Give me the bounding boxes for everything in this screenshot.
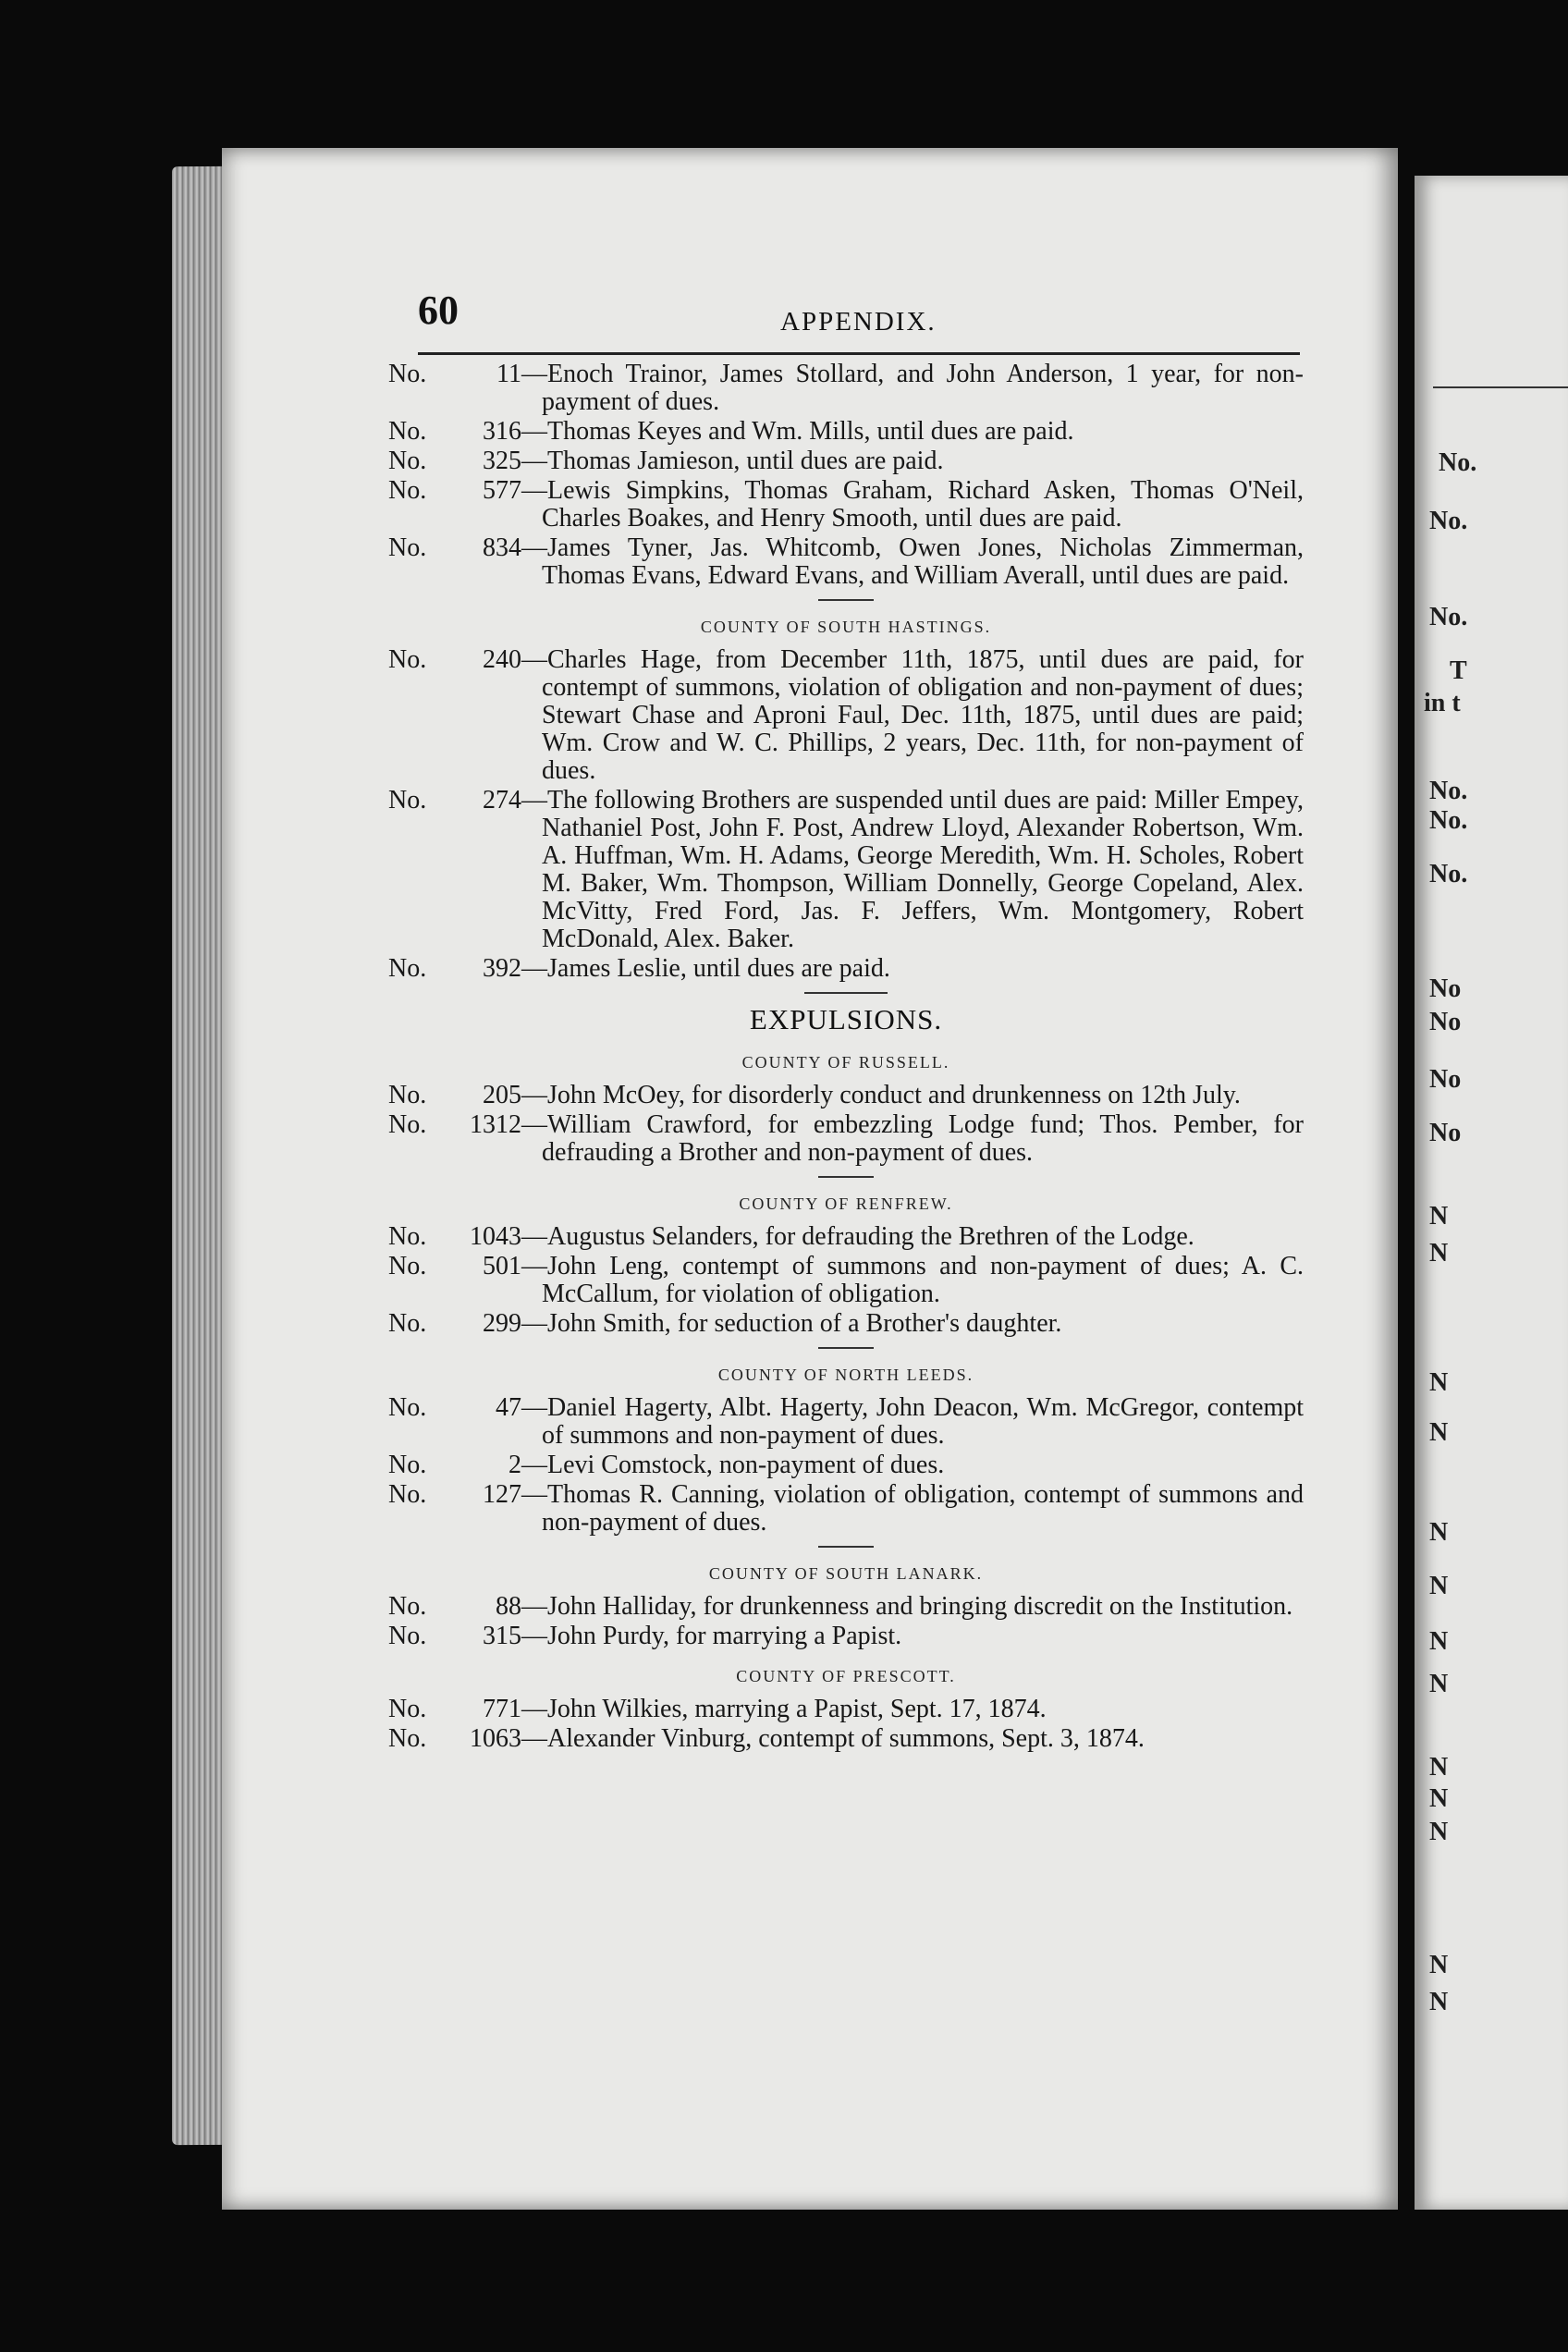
book-page-right-fragment [1415, 176, 1568, 2210]
county-heading-south-hastings: COUNTY OF SOUTH HASTINGS. [700, 618, 992, 636]
entry-row [388, 1223, 1304, 1251]
page-header [418, 287, 1305, 342]
entry-text: —William Crawford, for embezzling Lodge fund; Thos. Pember, for defrauding a Brother and non-payment of dues. [521, 1110, 1304, 1167]
south-lanark-list [388, 1593, 1304, 1650]
lodge-number: 771 [483, 1695, 521, 1723]
right-page-fragment: N [1429, 1572, 1449, 1600]
section-rule [804, 992, 888, 994]
right-page-fragment: N [1429, 1202, 1449, 1231]
county-heading-prescott: COUNTY OF PRESCOTT. [736, 1667, 956, 1685]
entry-row [388, 955, 1304, 983]
entry-no-label: No. [388, 1110, 427, 1139]
right-page-fragment: in t [1424, 689, 1461, 717]
lodge-number: 299 [483, 1309, 521, 1338]
entry-row [388, 1253, 1304, 1308]
entry-no-label: No. [388, 645, 427, 674]
entry-row [388, 534, 1304, 590]
entry-no-label: No. [388, 533, 427, 562]
entry-no-label: No. [388, 1393, 427, 1422]
entry-text: —Daniel Hagerty, Albt. Hagerty, John Deacon, Wm. McGregor, contempt of summons and non-payment of dues. [521, 1393, 1304, 1450]
lodge-number: 127 [483, 1480, 521, 1509]
entry-row [388, 1111, 1304, 1167]
page-content [388, 361, 1304, 1755]
entry-text: —James Tyner, Jas. Whitcomb, Owen Jones, Nicholas Zimmerman, Thomas Evans, Edward Evans, and William Averall, until dues are paid. [521, 533, 1304, 590]
section-rule [818, 599, 874, 601]
right-page-fragment: No [1429, 1119, 1462, 1147]
right-page-fragment: N [1429, 1951, 1449, 1979]
entry-row [388, 1310, 1304, 1338]
header-rule [418, 352, 1300, 355]
entry-text: —John Smith, for seduction of a Brother's daughter. [521, 1309, 1062, 1338]
lodge-number: 274 [483, 786, 521, 815]
entry-row [388, 477, 1304, 533]
entry-row [388, 1725, 1304, 1753]
right-page-fragment: No. [1429, 603, 1468, 631]
entry-row [388, 1623, 1304, 1650]
right-page-fragment: N [1429, 1784, 1449, 1813]
lodge-number: 11 [496, 360, 521, 388]
entry-text: —Charles Hage, from December 11th, 1875, until dues are paid, for contempt of summons, violation of obligation and non-payment of dues; Stewart Chase and Aproni Faul, Dec. 11th, 1875, until dues are paid; Wm. Crow and W. C. Phillips, 2 years, Dec. 11th, for non-payment of dues. [521, 645, 1304, 785]
suspension-list [388, 361, 1304, 590]
entry-no-label: No. [388, 417, 427, 446]
entry-row [388, 1696, 1304, 1723]
entry-no-label: No. [388, 1252, 427, 1280]
entry-no-label: No. [388, 1592, 427, 1621]
lodge-number: 577 [483, 476, 521, 505]
entry-no-label: No. [388, 1451, 427, 1479]
entry-row [388, 1481, 1304, 1537]
entry-no-label: No. [388, 1622, 427, 1650]
section-rule [818, 1176, 874, 1178]
lodge-number: 2 [508, 1451, 521, 1479]
entry-no-label: No. [388, 1081, 427, 1109]
renfrew-list [388, 1223, 1304, 1338]
page-number: 60 [418, 288, 459, 333]
lodge-number: 316 [483, 417, 521, 446]
right-page-fragment: T [1450, 656, 1467, 685]
entry-no-label: No. [388, 786, 427, 815]
lodge-number: 834 [483, 533, 521, 562]
russell-list [388, 1082, 1304, 1167]
right-page-fragment: No. [1429, 777, 1468, 805]
lodge-number: 1043 [470, 1222, 521, 1251]
entry-no-label: No. [388, 1724, 427, 1753]
right-page-rule [1433, 386, 1568, 388]
entry-text: —Alexander Vinburg, contempt of summons, Sept. 3, 1874. [521, 1724, 1145, 1753]
right-page-fragment: N [1429, 1368, 1449, 1397]
right-page-fragment: N [1429, 1418, 1449, 1447]
right-page-fragment: No [1429, 1065, 1462, 1094]
right-page-fragment: No. [1429, 860, 1468, 888]
right-page-fragment: N [1429, 1818, 1449, 1846]
entry-text: —Levi Comstock, non-payment of dues. [521, 1451, 945, 1479]
lodge-number: 205 [483, 1081, 521, 1109]
entry-text: —Thomas Keyes and Wm. Mills, until dues are paid. [521, 417, 1074, 446]
right-page-fragment: No [1429, 974, 1462, 1003]
entry-text: —John Leng, contempt of summons and non-payment of dues; A. C. McCallum, for violation of obligation. [521, 1252, 1304, 1308]
expulsions-title: EXPULSIONS. [749, 1003, 943, 1035]
lodge-number: 240 [483, 645, 521, 674]
entry-no-label: No. [388, 1480, 427, 1509]
right-page-fragment: N [1429, 1518, 1449, 1547]
lodge-number: 47 [496, 1393, 521, 1422]
entry-text: —James Leslie, until dues are paid. [521, 954, 890, 983]
entry-row [388, 1394, 1304, 1450]
entry-text: —The following Brothers are suspended until dues are paid: Miller Empey, Nathaniel Post, John F. Post, Andrew Lloyd, Alexander Robertson, Wm. A. Huffman, Wm. H. Adams, George Meredith, Wm. H. Scholes, Robert M. Baker, Wm. Thompson, William Donnelly, George Copeland, Alex. McVitty, Fred Ford, Jas. F. Jeffers, Wm. Montgomery, Robert McDonald, Alex. Baker. [521, 786, 1304, 953]
county-heading-north-leeds: COUNTY OF NORTH LEEDS. [717, 1366, 974, 1384]
right-page-fragment: N [1429, 1627, 1449, 1656]
section-rule [818, 1347, 874, 1349]
entry-text: —John Halliday, for drunkenness and bringing discredit on the Institution. [521, 1592, 1293, 1621]
entry-row [388, 646, 1304, 785]
lodge-number: 392 [483, 954, 521, 983]
entry-text: —Thomas Jamieson, until dues are paid. [521, 447, 944, 475]
county-heading-south-lanark: COUNTY OF SOUTH LANARK. [708, 1564, 984, 1583]
lodge-number: 325 [483, 447, 521, 475]
right-page-fragment: N [1429, 1670, 1449, 1698]
entry-text: —John McOey, for disorderly conduct and drunkenness on 12th July. [521, 1081, 1241, 1109]
entry-row [388, 1593, 1304, 1621]
prescott-list [388, 1696, 1304, 1753]
book-page-edges [172, 166, 226, 2145]
entry-row [388, 787, 1304, 953]
right-page-fragment: N [1429, 1239, 1449, 1268]
right-page-fragment: N [1429, 1753, 1449, 1782]
entry-no-label: No. [388, 1222, 427, 1251]
entry-no-label: No. [388, 360, 427, 388]
entry-text: —Thomas R. Canning, violation of obligation, contempt of summons and non-payment of dues. [521, 1480, 1304, 1537]
entry-text: —John Wilkies, marrying a Papist, Sept. 17, 1874. [521, 1695, 1047, 1723]
entry-text: —John Purdy, for marrying a Papist. [521, 1622, 902, 1650]
right-page-fragment: No. [1429, 507, 1468, 535]
entry-row [388, 418, 1304, 446]
right-page-fragment: N [1429, 1988, 1449, 2016]
entry-no-label: No. [388, 1309, 427, 1338]
lodge-number: 1312 [470, 1110, 521, 1139]
entry-row [388, 361, 1304, 416]
lodge-number: 88 [496, 1592, 521, 1621]
entry-row [388, 1082, 1304, 1109]
entry-row [388, 1452, 1304, 1479]
north-leeds-list [388, 1394, 1304, 1537]
right-page-fragment: No. [1429, 806, 1468, 835]
entry-no-label: No. [388, 954, 427, 983]
lodge-number: 315 [483, 1622, 521, 1650]
lodge-number: 501 [483, 1252, 521, 1280]
entry-row [388, 447, 1304, 475]
lodge-number: 1063 [470, 1724, 521, 1753]
entry-no-label: No. [388, 1695, 427, 1723]
entry-no-label: No. [388, 447, 427, 475]
running-head: APPENDIX. [780, 307, 937, 337]
county-heading-renfrew: COUNTY OF RENFREW. [739, 1194, 953, 1213]
right-page-fragment: No. [1439, 448, 1477, 477]
entry-no-label: No. [388, 476, 427, 505]
entry-text: —Lewis Simpkins, Thomas Graham, Richard Asken, Thomas O'Neil, Charles Boakes, and Henry Smooth, until dues are paid. [521, 476, 1304, 533]
south-hastings-list [388, 646, 1304, 983]
section-rule [818, 1546, 874, 1548]
entry-text: —Enoch Trainor, James Stollard, and John Anderson, 1 year, for non-payment of dues. [521, 360, 1304, 416]
entry-text: —Augustus Selanders, for defrauding the Brethren of the Lodge. [521, 1222, 1194, 1251]
right-page-fragment: No [1429, 1008, 1462, 1036]
county-heading-russell: COUNTY OF RUSSELL. [741, 1053, 950, 1072]
